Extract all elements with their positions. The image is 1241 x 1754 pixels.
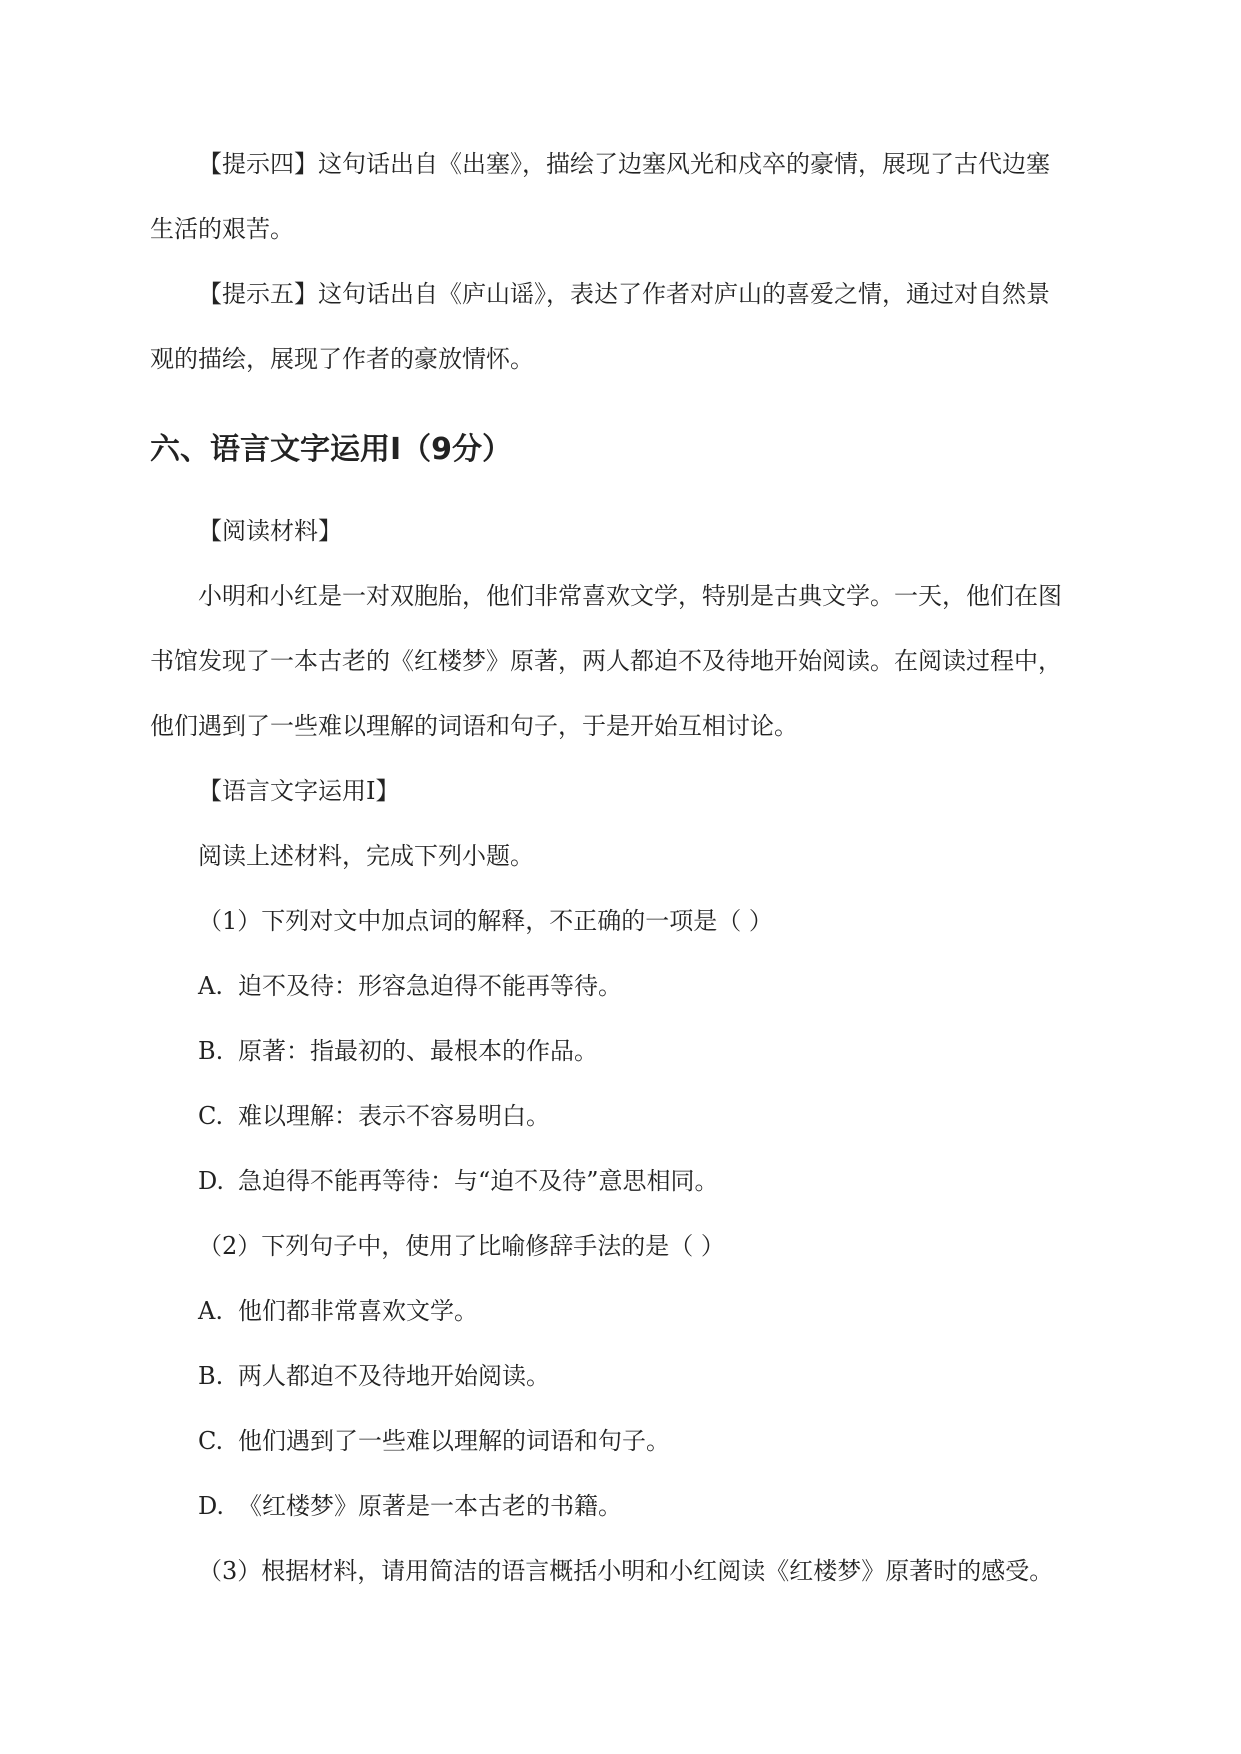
question-1-option-d — [198, 1165, 719, 1197]
option-text: 迫不及待：形容急迫得不能再等待。 — [238, 972, 622, 1000]
hint-four-line-1: 【提示四】这句话出自《出塞》，描绘了边塞风光和戍卒的豪情，展现了古代边塞 — [198, 150, 1050, 178]
option-text: 《红楼梦》原著是一本古老的书籍。 — [238, 1492, 622, 1520]
question-2-option-a — [198, 1295, 478, 1327]
option-letter: C. — [198, 1427, 224, 1455]
question-1-option-a — [198, 970, 622, 1002]
option-letter: A. — [198, 1297, 223, 1325]
question-2-stem: （2）下列句子中，使用了比喻修辞手法的是（ ） — [198, 1232, 725, 1260]
option-text: 难以理解：表示不容易明白。 — [238, 1102, 550, 1130]
option-letter: D. — [198, 1492, 225, 1520]
option-text: 他们遇到了一些难以理解的词语和句子。 — [238, 1427, 670, 1455]
material-line-1: 小明和小红是一对双胞胎，他们非常喜欢文学，特别是古典文学。一天，他们在图 — [198, 582, 1062, 610]
question-1-option-c — [198, 1100, 550, 1132]
option-letter: D. — [198, 1167, 225, 1195]
hint-five-line-1: 【提示五】这句话出自《庐山谣》，表达了作者对庐山的喜爱之情，通过对自然景 — [198, 280, 1050, 308]
question-1-stem: （1）下列对文中加点词的解释，不正确的一项是（ ） — [198, 907, 773, 935]
material-line-3: 他们遇到了一些难以理解的词语和句子，于是开始互相讨论。 — [150, 712, 798, 740]
option-text: 两人都迫不及待地开始阅读。 — [238, 1362, 550, 1390]
option-letter: C. — [198, 1102, 224, 1130]
option-letter: B. — [198, 1362, 224, 1390]
question-2-option-c — [198, 1425, 670, 1457]
option-text: 原著：指最初的、最根本的作品。 — [238, 1037, 598, 1065]
material-line-2: 书馆发现了一本古老的《红楼梦》原著，两人都迫不及待地开始阅读。在阅读过程中， — [150, 647, 1062, 675]
option-letter: A. — [198, 972, 223, 1000]
hint-four-line-2: 生活的艰苦。 — [150, 215, 294, 243]
task-instruction: 阅读上述材料，完成下列小题。 — [198, 842, 534, 870]
hint-five-line-2: 观的描绘，展现了作者的豪放情怀。 — [150, 345, 534, 373]
option-letter: B. — [198, 1037, 224, 1065]
task-label: 【语言文字运用Ⅰ】 — [198, 777, 400, 805]
question-2-option-b — [198, 1360, 550, 1392]
option-text: 他们都非常喜欢文学。 — [238, 1297, 478, 1325]
material-label: 【阅读材料】 — [198, 517, 342, 545]
question-2-option-d — [198, 1490, 622, 1522]
question-1-option-b — [198, 1035, 598, 1067]
section-title: 六、语言文字运用Ⅰ（9分） — [150, 432, 513, 467]
question-3-stem: （3）根据材料，请用简洁的语言概括小明和小红阅读《红楼梦》原著时的感受。 — [198, 1557, 1054, 1585]
option-text: 急迫得不能再等待：与“迫不及待”意思相同。 — [238, 1167, 719, 1195]
